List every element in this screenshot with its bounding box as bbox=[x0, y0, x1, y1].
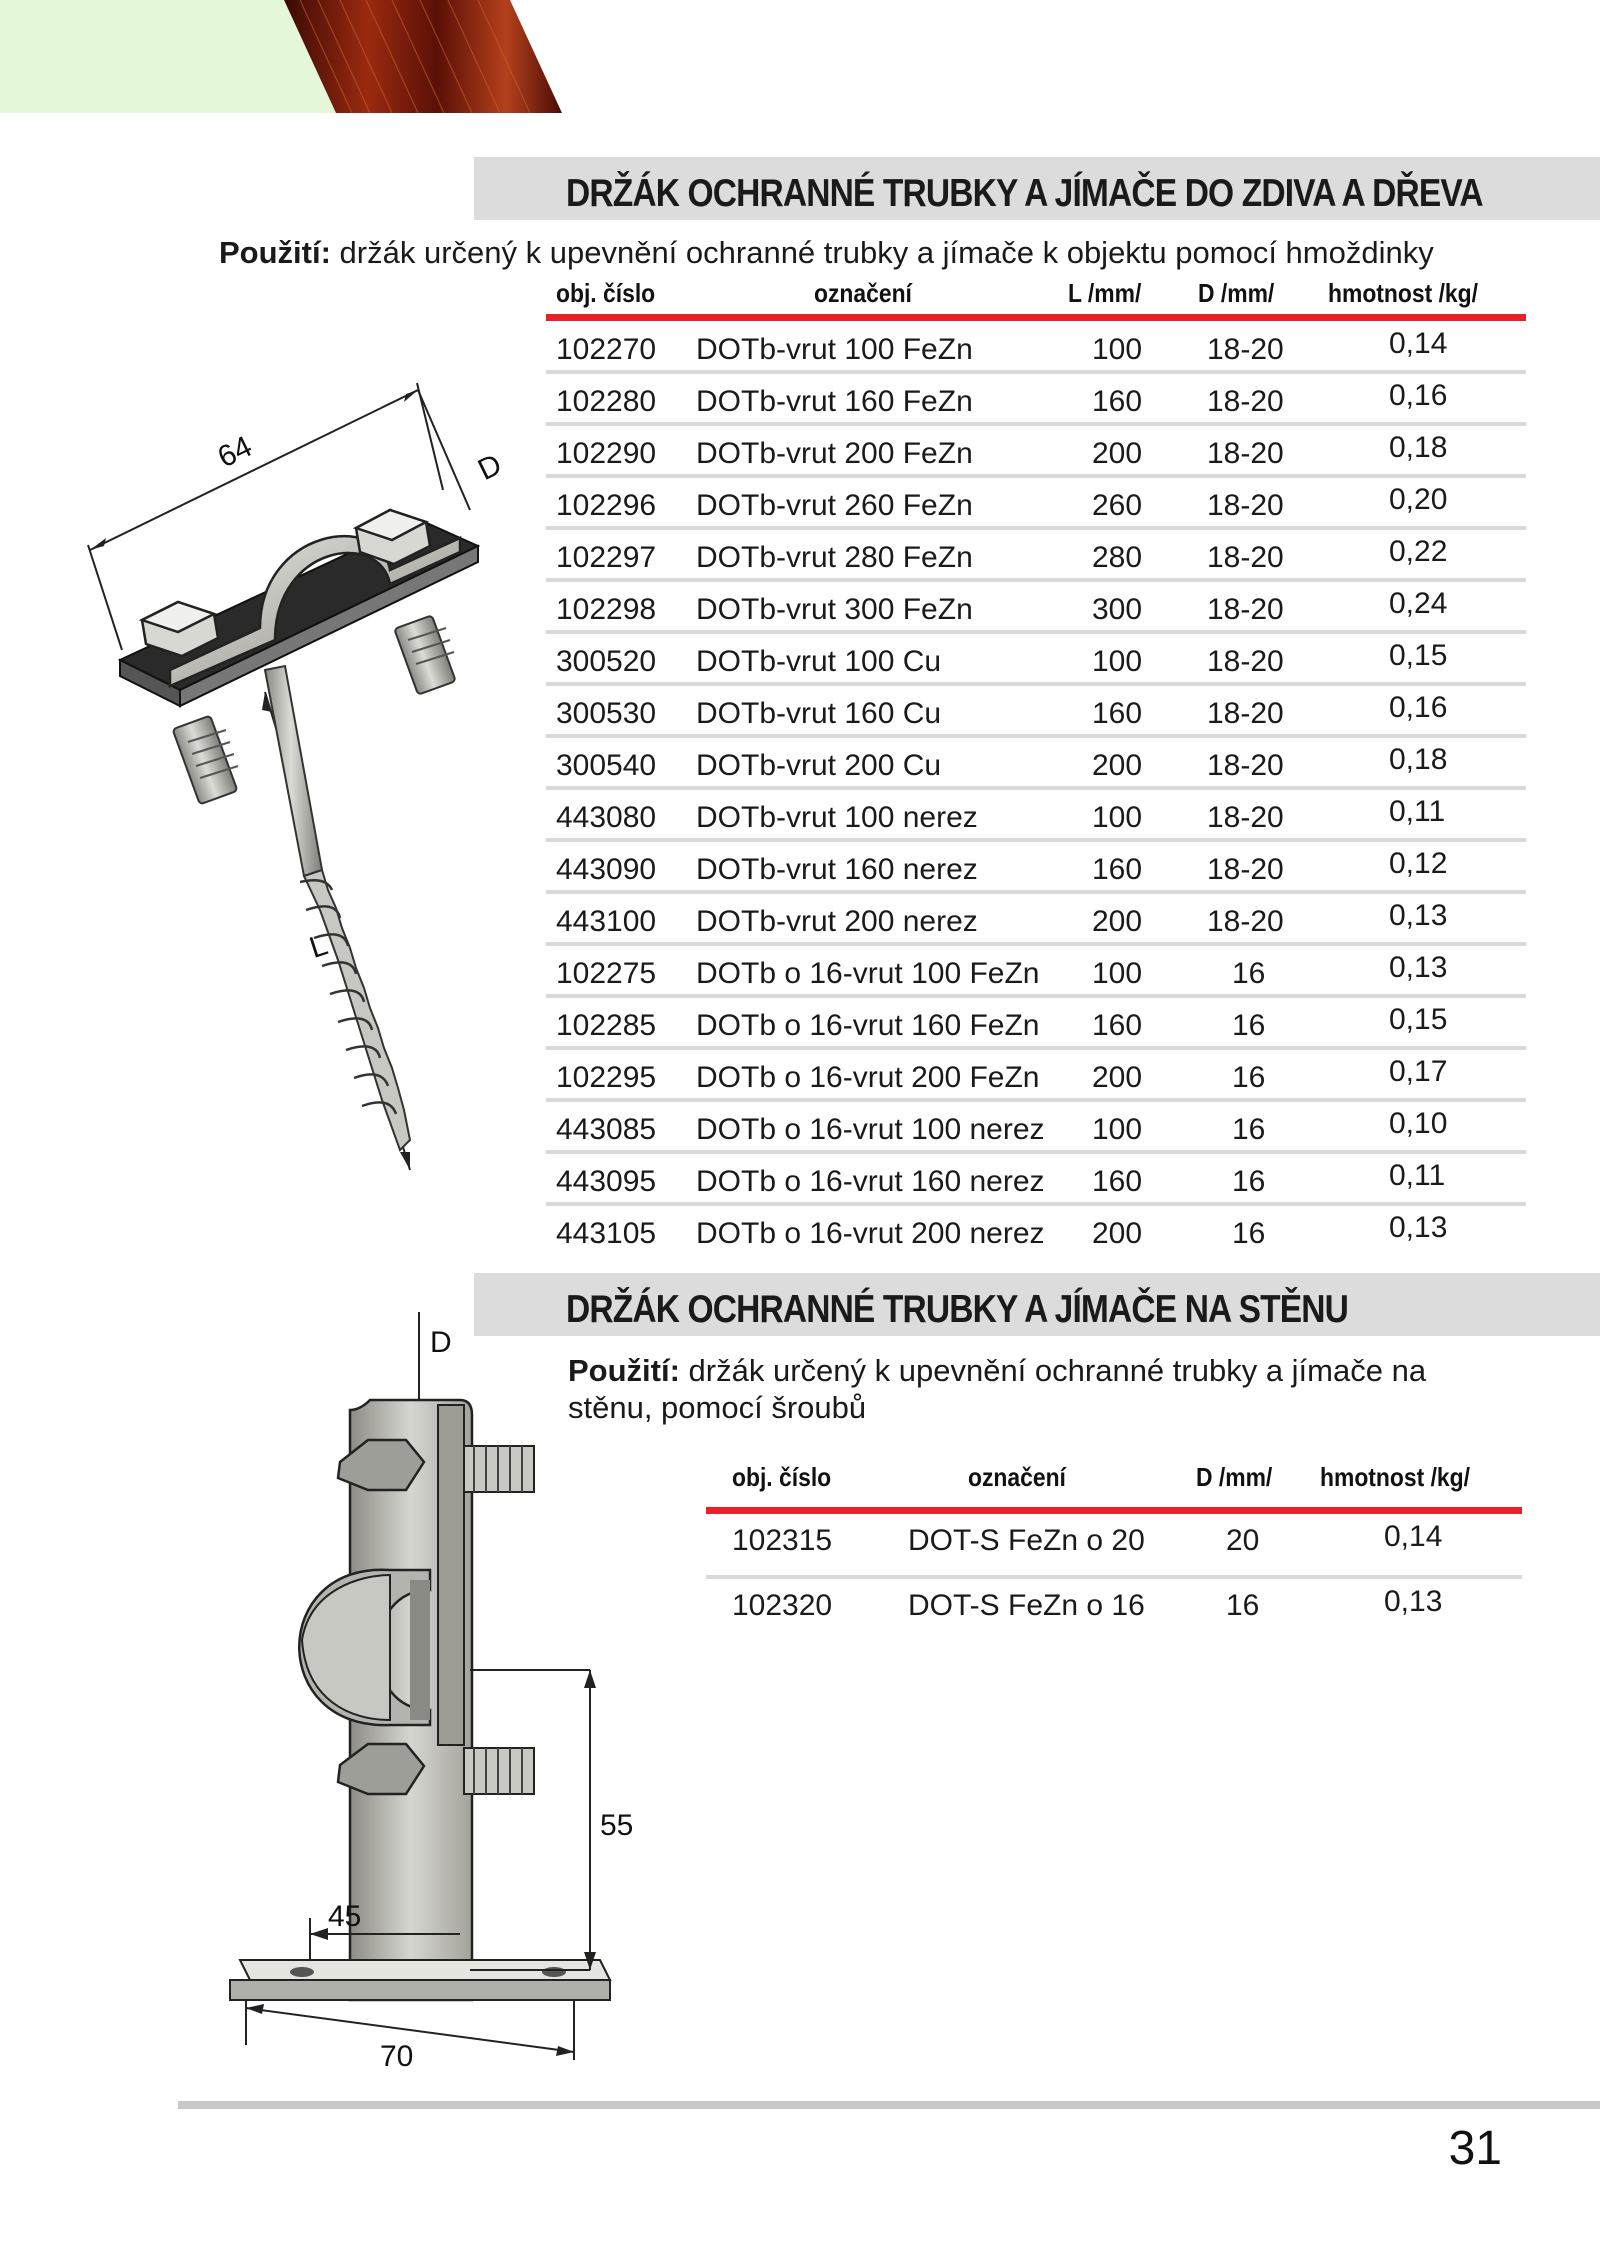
cell-weight: 0,16 bbox=[1389, 691, 1448, 724]
cell-diameter: 18-20 bbox=[1207, 385, 1284, 418]
cell-diameter: 18-20 bbox=[1207, 541, 1284, 574]
cell-diameter: 16 bbox=[1232, 1165, 1266, 1198]
cell-name: DOTb-vrut 260 FeZn bbox=[696, 489, 973, 522]
cell-weight: 0,14 bbox=[1384, 1520, 1443, 1553]
table-row bbox=[546, 1154, 1526, 1206]
cell-length: 160 bbox=[1092, 1165, 1143, 1198]
cell-id: 102285 bbox=[556, 1009, 657, 1042]
cell-name: DOTb-vrut 160 Cu bbox=[696, 697, 942, 730]
dimension-height-label: 55 bbox=[600, 1809, 634, 1842]
col-header-id: obj. číslo bbox=[732, 1462, 832, 1492]
cell-diameter: 16 bbox=[1232, 1009, 1266, 1042]
table-header bbox=[732, 1462, 1532, 1494]
col-header-weight: hmotnost /kg/ bbox=[1320, 1462, 1470, 1492]
cell-weight: 0,20 bbox=[1389, 483, 1448, 516]
table-row bbox=[546, 1050, 1526, 1102]
page-number: 31 bbox=[1448, 2122, 1502, 2175]
table-row bbox=[546, 842, 1526, 894]
cell-length: 100 bbox=[1092, 645, 1143, 678]
dimension-diameter-label: D bbox=[430, 1326, 452, 1359]
table-row bbox=[546, 322, 1526, 374]
wall-holder-drawing bbox=[210, 1300, 634, 2080]
cell-diameter: 18-20 bbox=[1207, 489, 1284, 522]
cell-diameter: 18-20 bbox=[1207, 749, 1284, 782]
cell-weight: 0,16 bbox=[1389, 379, 1448, 412]
dimension-inner-label: 45 bbox=[328, 1900, 362, 1933]
table-row bbox=[546, 946, 1526, 998]
cell-name: DOTb-vrut 300 FeZn bbox=[696, 593, 973, 626]
cell-length: 160 bbox=[1092, 697, 1143, 730]
cell-id: 102275 bbox=[556, 957, 657, 990]
cell-diameter: 16 bbox=[1232, 957, 1266, 990]
cell-weight: 0,11 bbox=[1389, 1159, 1446, 1192]
cell-name: DOTb o 16-vrut 200 FeZn bbox=[696, 1061, 1040, 1094]
cell-name: DOT-S FeZn o 16 bbox=[908, 1589, 1145, 1622]
section-title-bar bbox=[474, 157, 1600, 220]
cell-name: DOT-S FeZn o 20 bbox=[908, 1524, 1145, 1557]
cell-diameter: 18-20 bbox=[1207, 437, 1284, 470]
cell-weight: 0,13 bbox=[1389, 1211, 1448, 1244]
section-title: DRŽÁK OCHRANNÉ TRUBKY A JÍMAČE NA STĚNU bbox=[566, 1288, 1349, 1331]
cell-id: 102295 bbox=[556, 1061, 657, 1094]
cell-length: 200 bbox=[1092, 749, 1143, 782]
cell-weight: 0,22 bbox=[1389, 535, 1448, 568]
dimension-length-label: L bbox=[305, 928, 332, 965]
table-row bbox=[706, 1516, 1522, 1579]
cell-diameter: 18-20 bbox=[1207, 645, 1284, 678]
cell-weight: 0,18 bbox=[1389, 743, 1448, 776]
usage-text bbox=[568, 1352, 1568, 1426]
col-header-diameter: D /mm/ bbox=[1198, 278, 1275, 308]
cell-weight: 0,24 bbox=[1389, 587, 1448, 620]
cell-name: DOTb o 16-vrut 200 nerez bbox=[696, 1217, 1045, 1250]
cell-diameter: 20 bbox=[1226, 1524, 1260, 1557]
table-row bbox=[546, 738, 1526, 790]
usage-text bbox=[219, 234, 1434, 271]
cell-id: 443090 bbox=[556, 853, 657, 886]
cell-length: 160 bbox=[1092, 385, 1143, 418]
cell-id: 102280 bbox=[556, 385, 657, 418]
cell-id: 300530 bbox=[556, 697, 657, 730]
cell-length: 200 bbox=[1092, 1061, 1143, 1094]
cell-id: 300540 bbox=[556, 749, 657, 782]
cell-diameter: 18-20 bbox=[1207, 905, 1284, 938]
cell-id: 443085 bbox=[556, 1113, 657, 1146]
cell-name: DOTb-vrut 100 Cu bbox=[696, 645, 942, 678]
usage-description: držák určený k upevnění ochranné trubky a jímače k objektu pomocí hmoždinky bbox=[339, 235, 1434, 270]
cell-id: 102315 bbox=[732, 1524, 833, 1557]
table-header bbox=[556, 278, 1526, 310]
table-row bbox=[546, 634, 1526, 686]
cell-diameter: 16 bbox=[1232, 1113, 1266, 1146]
cell-weight: 0,14 bbox=[1389, 327, 1448, 360]
cell-name: DOTb o 16-vrut 100 nerez bbox=[696, 1113, 1045, 1146]
cell-id: 102320 bbox=[732, 1589, 833, 1622]
table-row bbox=[546, 426, 1526, 478]
cell-diameter: 16 bbox=[1232, 1217, 1266, 1250]
cell-name: DOTb-vrut 160 nerez bbox=[696, 853, 978, 886]
cell-name: DOTb o 16-vrut 160 nerez bbox=[696, 1165, 1045, 1198]
cell-name: DOTb-vrut 200 FeZn bbox=[696, 437, 973, 470]
cell-length: 100 bbox=[1092, 957, 1143, 990]
corner-decoration bbox=[0, 0, 600, 115]
section-title-bar bbox=[474, 1273, 1600, 1336]
cell-weight: 0,13 bbox=[1384, 1585, 1443, 1618]
dimension-base-label: 70 bbox=[380, 2040, 414, 2073]
col-header-diameter: D /mm/ bbox=[1196, 1462, 1273, 1492]
section-title: DRŽÁK OCHRANNÉ TRUBKY A JÍMAČE DO ZDIVA A DŘEVA bbox=[566, 172, 1483, 215]
cell-name: DOTb-vrut 280 FeZn bbox=[696, 541, 973, 574]
cell-name: DOTb o 16-vrut 100 FeZn bbox=[696, 957, 1040, 990]
cell-diameter: 18-20 bbox=[1207, 593, 1284, 626]
table-row bbox=[546, 582, 1526, 634]
cell-weight: 0,15 bbox=[1389, 1003, 1448, 1036]
cell-length: 200 bbox=[1092, 905, 1143, 938]
cell-id: 102290 bbox=[556, 437, 657, 470]
cell-diameter: 16 bbox=[1226, 1589, 1260, 1622]
cell-diameter: 18-20 bbox=[1207, 801, 1284, 834]
table-row bbox=[546, 894, 1526, 946]
cell-weight: 0,12 bbox=[1389, 847, 1448, 880]
cell-length: 100 bbox=[1092, 1113, 1143, 1146]
table-row bbox=[546, 374, 1526, 426]
table-row bbox=[546, 530, 1526, 582]
table-row bbox=[706, 1579, 1522, 1642]
usage-description-cont: stěnu, pomocí šroubů bbox=[568, 1390, 867, 1425]
cell-weight: 0,17 bbox=[1389, 1055, 1448, 1088]
cell-length: 100 bbox=[1092, 801, 1143, 834]
cell-id: 443100 bbox=[556, 905, 657, 938]
cell-length: 280 bbox=[1092, 541, 1143, 574]
cell-length: 200 bbox=[1092, 437, 1143, 470]
header-rule bbox=[546, 314, 1526, 321]
cell-id: 443105 bbox=[556, 1217, 657, 1250]
usage-label: Použití: bbox=[219, 235, 331, 270]
cell-name: DOTb o 16-vrut 160 FeZn bbox=[696, 1009, 1040, 1042]
cell-name: DOTb-vrut 100 nerez bbox=[696, 801, 978, 834]
cell-weight: 0,13 bbox=[1389, 951, 1448, 984]
usage-label: Použití: bbox=[568, 1353, 680, 1388]
cell-diameter: 18-20 bbox=[1207, 853, 1284, 886]
cell-length: 300 bbox=[1092, 593, 1143, 626]
cell-name: DOTb-vrut 200 Cu bbox=[696, 749, 942, 782]
cell-id: 443080 bbox=[556, 801, 657, 834]
dimension-width-label: 64 bbox=[212, 429, 258, 475]
col-header-id: obj. číslo bbox=[556, 278, 656, 308]
cell-length: 160 bbox=[1092, 1009, 1143, 1042]
cell-name: DOTb-vrut 200 nerez bbox=[696, 905, 978, 938]
cell-weight: 0,15 bbox=[1389, 639, 1448, 672]
cell-weight: 0,13 bbox=[1389, 899, 1448, 932]
footer-rule bbox=[178, 2101, 1600, 2109]
cell-name: DOTb-vrut 100 FeZn bbox=[696, 333, 973, 366]
col-header-name: označení bbox=[968, 1462, 1066, 1492]
table-row bbox=[546, 1102, 1526, 1154]
cell-weight: 0,10 bbox=[1389, 1107, 1448, 1140]
cell-length: 200 bbox=[1092, 1217, 1143, 1250]
cell-name: DOTb-vrut 160 FeZn bbox=[696, 385, 973, 418]
cell-length: 100 bbox=[1092, 333, 1143, 366]
dimension-diameter-label: D bbox=[472, 447, 507, 487]
screw-holder-drawing bbox=[60, 370, 507, 1190]
cell-length: 160 bbox=[1092, 853, 1143, 886]
cell-diameter: 18-20 bbox=[1207, 697, 1284, 730]
col-header-length: L /mm/ bbox=[1068, 278, 1142, 308]
header-rule bbox=[706, 1507, 1522, 1514]
table-row bbox=[546, 478, 1526, 530]
cell-id: 443095 bbox=[556, 1165, 657, 1198]
usage-description: držák určený k upevnění ochranné trubky a jímače na bbox=[688, 1353, 1427, 1388]
cell-diameter: 16 bbox=[1232, 1061, 1266, 1094]
col-header-name: označení bbox=[814, 278, 912, 308]
cell-id: 102296 bbox=[556, 489, 657, 522]
table-row bbox=[546, 790, 1526, 842]
cell-id: 102297 bbox=[556, 541, 657, 574]
cell-length: 260 bbox=[1092, 489, 1143, 522]
cell-id: 300520 bbox=[556, 645, 657, 678]
cell-weight: 0,11 bbox=[1389, 795, 1446, 828]
cell-weight: 0,18 bbox=[1389, 431, 1448, 464]
table-row bbox=[546, 998, 1526, 1050]
table-row bbox=[546, 1206, 1526, 1258]
cell-id: 102270 bbox=[556, 333, 657, 366]
cell-diameter: 18-20 bbox=[1207, 333, 1284, 366]
col-header-weight: hmotnost /kg/ bbox=[1328, 278, 1478, 308]
table-row bbox=[546, 686, 1526, 738]
cell-id: 102298 bbox=[556, 593, 657, 626]
